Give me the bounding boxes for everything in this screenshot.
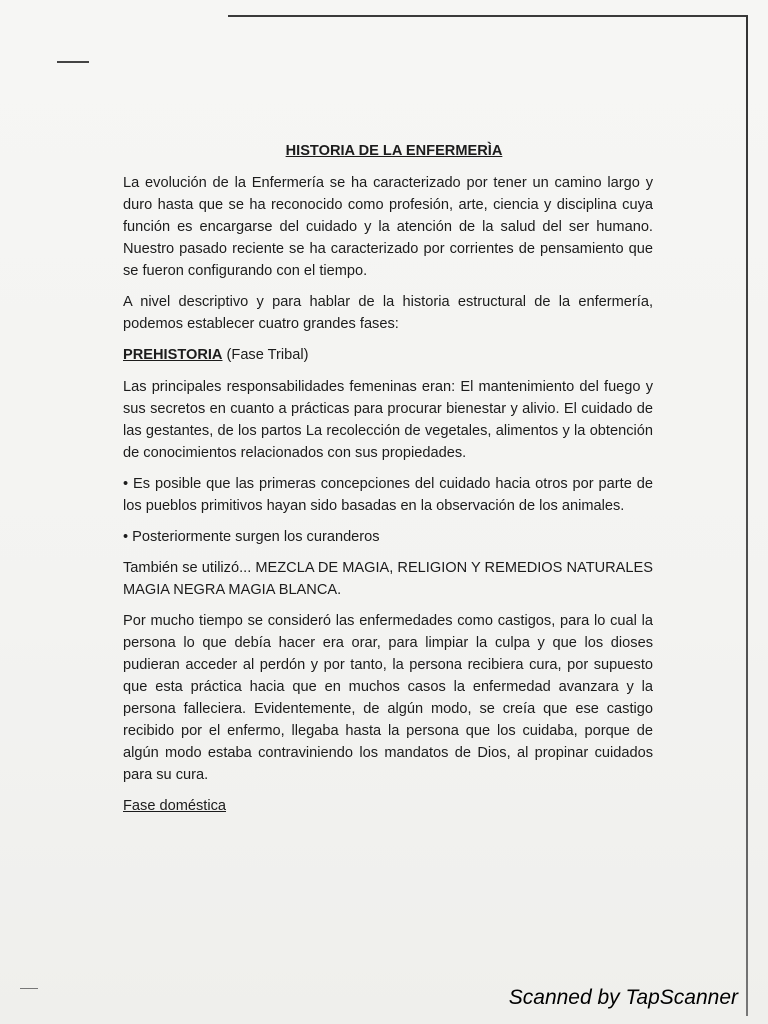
prehistoria-label: PREHISTORIA	[123, 347, 223, 363]
prehistoria-heading	[123, 344, 653, 366]
fase-domestica-heading: Fase doméstica	[123, 798, 227, 814]
intro-paragraph: La evolución de la Enfermería se ha caracterizado por tener un camino largo y duro hasta que se ha reconocido como profesión, arte, ciencia y disciplina cuya función es encargarse del cuidado y la atención de la salud del ser humano. Nuestro pasado reciente se ha caracterizado por corrientes de pensamiento que se fueron configurando con el tiempo.	[123, 175, 653, 279]
scanner-watermark: Scanned by TapScanner	[508, 986, 738, 1009]
document-title: HISTORIA DE LA ENFERMERÌA	[285, 143, 503, 159]
bullet-primeras-concepciones: • Es posible que las primeras concepciones del cuidado hacia otros por parte de los pueblos primitivos hayan sido basadas en la observación de los animales.	[123, 476, 653, 514]
castigos-paragraph: Por mucho tiempo se consideró las enfermedades como castigos, para lo cual la persona lo que debía hacer era orar, para limpiar la culpa y que los dioses pudieran acceder al perdón y por tanto, la persona recibiera cura, por supuesto que esta práctica hacia que en muchos casos la enfermedad avanzara y la persona falleciera. Evidentemente, de algún modo, se creía que ese castigo recibido por el enfermo, llegaba hasta la persona que los cuidaba, porque de algún modo estaba contraviniendo los mandatos de Dios, al propinar cuidados para su cura.	[123, 613, 653, 783]
magia-paragraph: También se utilizó... MEZCLA DE MAGIA, RELIGION Y REMEDIOS NATURALES MAGIA NEGRA MAGIA BLANCA.	[123, 560, 653, 598]
page-edge-right	[746, 16, 748, 1016]
page-edge-top	[228, 15, 748, 17]
bullet-curanderos: • Posteriormente surgen los curanderos	[123, 529, 380, 545]
responsabilidades-paragraph: Las principales responsabilidades femeninas eran: El mantenimiento del fuego y sus secretos en cuanto a prácticas para procurar bienestar y alivio. El cuidado de las gestantes, de los partos La recolección de vegetales, alimentos y la obtención de conocimientos relacionados con sus propiedades.	[123, 379, 653, 461]
phases-intro-paragraph: A nivel descriptivo y para hablar de la historia estructural de la enfermería, podemos establecer cuatro grandes fases:	[123, 294, 653, 332]
scan-mark-bottom	[20, 988, 38, 989]
prehistoria-suffix: (Fase Tribal)	[222, 347, 309, 363]
document-body	[123, 140, 653, 826]
scan-mark-left	[57, 61, 89, 63]
